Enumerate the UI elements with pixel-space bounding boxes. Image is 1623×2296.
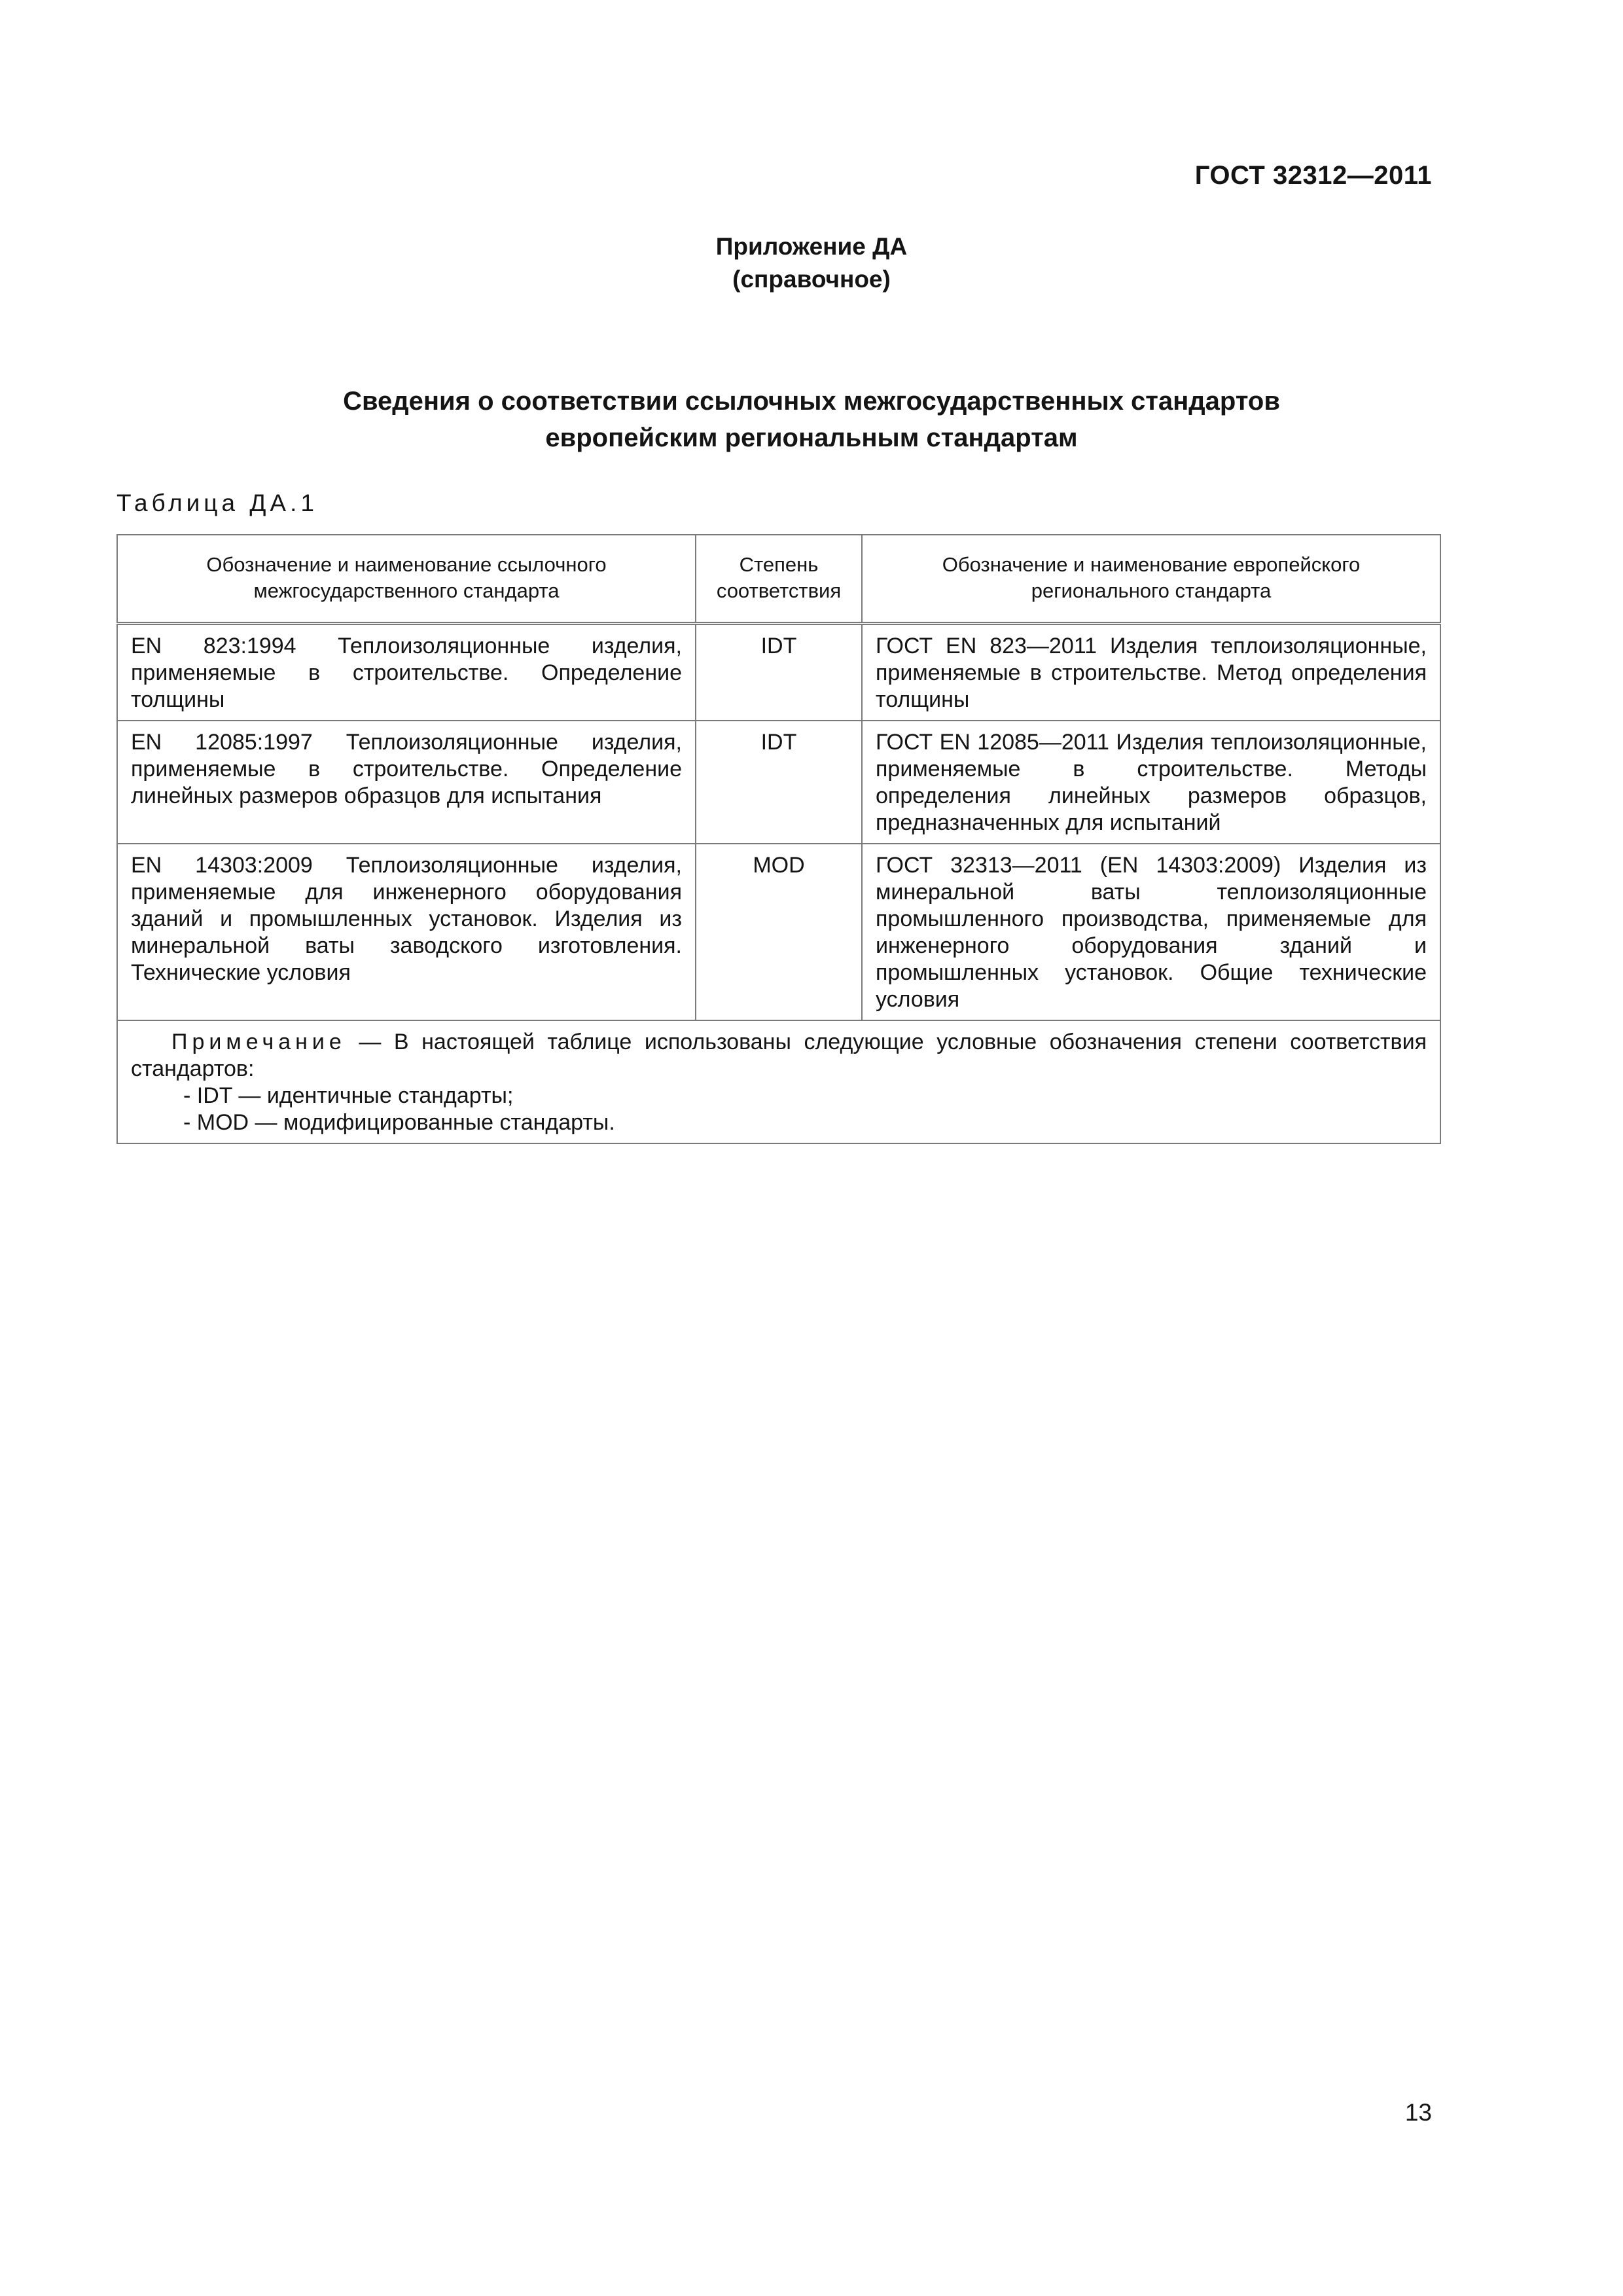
note-text [131,1029,1427,1083]
column-header-interstate: Обозначение и наименование ссылочного межгосударственного стандарта [117,535,696,624]
table-note-row [117,1020,1440,1143]
cell-degree: IDT [696,624,862,721]
page-number: 13 [1404,2099,1432,2126]
annex-title: Приложение ДА [715,233,908,260]
note-item-idt: - IDT — идентичные стандарты; [183,1083,514,1108]
cell-interstate-standard: EN 12085:1997 Теплоизоляционные изделия, применяемые в строительстве. Определение линейных размеров образцов для испытания [117,721,696,844]
cell-degree: IDT [696,721,862,844]
cell-degree: MOD [696,844,862,1020]
table-header-row [117,535,1440,624]
column-header-degree: Степень соответствия [696,535,862,624]
section-heading [0,383,1623,456]
table-row [117,624,1440,721]
note-item-mod: - MOD — модифицированные стандарты. [183,1110,615,1135]
cell-interstate-standard: EN 823:1994 Теплоизоляционные изделия, применяемые в строительстве. Определение толщины [117,624,696,721]
table-row [117,721,1440,844]
section-heading-line-2: европейским региональным стандартам [545,423,1078,452]
annex-block [0,230,1623,296]
cell-european-standard: ГОСТ EN 12085—2011 Изделия теплоизоляционные, применяемые в строительстве. Методы определения линейных размеров образцов, предназначенных для испытаний [862,721,1440,844]
table-note [117,1020,1440,1143]
cell-european-standard: ГОСТ EN 823—2011 Изделия теплоизоляционные, применяемые в строительстве. Метод определения толщины [862,624,1440,721]
cell-interstate-standard: EN 14303:2009 Теплоизоляционные изделия, применяемые для инженерного оборудования зданий и промышленных установок. Изделия из минеральной ваты заводского изготовления. Технические условия [117,844,696,1020]
note-body: — В настоящей таблице использованы следующие условные обозначения степени соответствия стандартов: [131,1030,1427,1081]
standards-table [116,534,1441,1144]
table-caption: Таблица ДА.1 [116,490,318,516]
table-row [117,844,1440,1020]
note-label: Примечание [171,1030,346,1054]
annex-subtitle: (справочное) [732,266,891,293]
document-code: ГОСТ 32312—2011 [1194,161,1432,190]
cell-european-standard: ГОСТ 32313—2011 (EN 14303:2009) Изделия из минеральной ваты теплоизоляционные промышленного производства, применяемые для инженерного оборудования зданий и промышленных установок. Общие технические условия [862,844,1440,1020]
section-heading-line-1: Сведения о соответствии ссылочных межгосударственных стандартов [343,387,1280,416]
column-header-european: Обозначение и наименование европейского регионального стандарта [862,535,1440,624]
